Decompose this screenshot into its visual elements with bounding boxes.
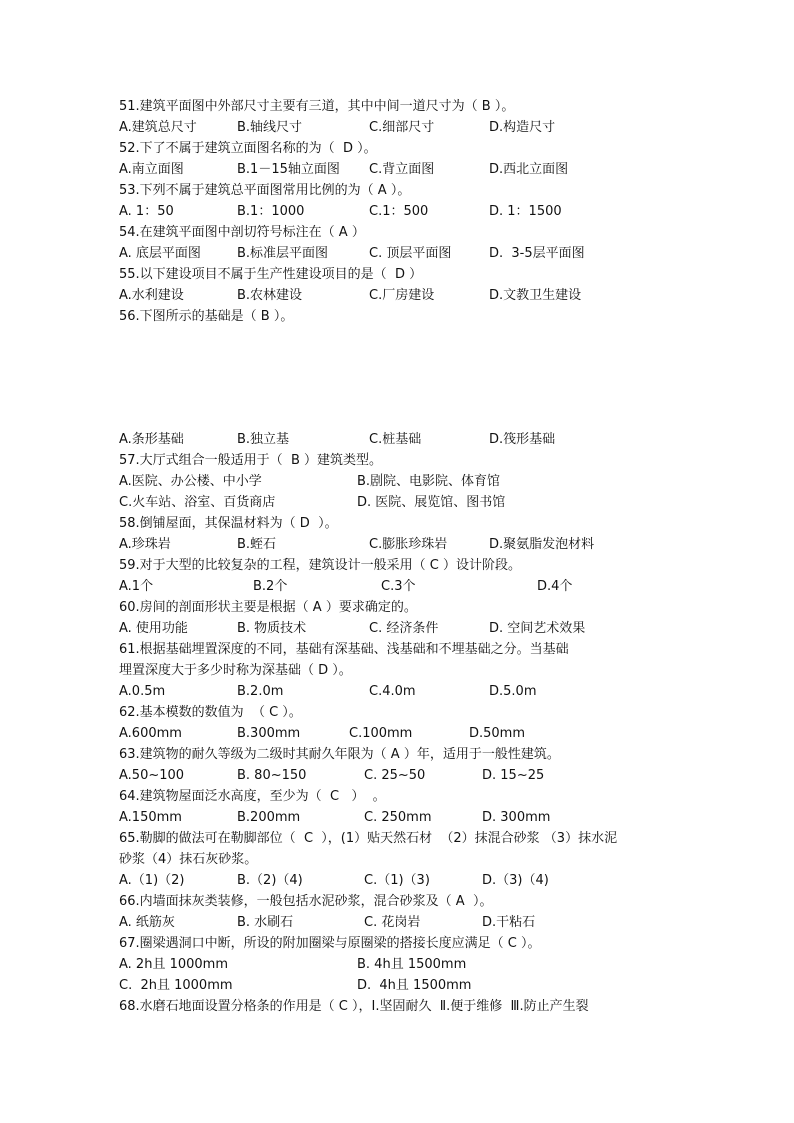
answer-option: C.细部尺寸 (369, 120, 435, 135)
question-line: 埋置深度大于多少时称为深基础（ D ）。 (119, 663, 352, 678)
answer-option: D.筏形基础 (489, 432, 556, 447)
answer-option: A.条形基础 (119, 432, 184, 447)
answer-option: D.构造尺寸 (489, 120, 556, 135)
question-line: 66.内墙面抹灰类装修，一般包括水泥砂浆，混合砂浆及（ A ）。 (119, 894, 493, 909)
answer-option: D.干粘石 (482, 915, 536, 930)
question-line: 61.根据基础埋置深度的不同，基础有深基础、浅基础和不埋基础之分。当基础 (119, 642, 569, 657)
answer-option: D. 医院、展览馆、图书馆 (357, 495, 506, 510)
answer-option: D. 3-5层平面图 (489, 246, 585, 261)
question-line: 68.水磨石地面设置分格条的作用是（ C ），Ⅰ.坚固耐久 Ⅱ.便于维修 Ⅲ.防止产生裂 (119, 999, 589, 1014)
answer-option: B.2个 (253, 579, 288, 594)
answer-option: A. 使用功能 (119, 621, 188, 636)
answer-option: D. 1：1500 (489, 204, 562, 219)
answer-option: D.4个 (537, 579, 573, 594)
answer-option: C. 250mm (364, 810, 432, 825)
question-line: 52.下了不属于建筑立面图名称的为（ D ）。 (119, 141, 377, 156)
answer-option: D.文教卫生建设 (489, 288, 582, 303)
answer-option: A.50~100 (119, 768, 185, 783)
answer-option: B.剧院、电影院、体育馆 (357, 474, 501, 489)
answer-option: D.50mm (469, 726, 526, 741)
question-line: 63.建筑物的耐久等级为二级时其耐久年限为（ A ）年，适用于一般性建筑。 (119, 747, 560, 762)
answer-option: C. 顶层平面图 (369, 246, 452, 261)
answer-option: A.南立面图 (119, 162, 184, 177)
answer-option: B. 80~150 (237, 768, 307, 783)
answer-option: C.100mm (349, 726, 413, 741)
answer-option: C.3个 (381, 579, 416, 594)
question-line: 55.以下建设项目不属于生产性建设项目的是（ D ） (119, 267, 423, 282)
answer-option: A.建筑总尺寸 (119, 120, 197, 135)
question-line: 62.基本模数的数值为 （ C ）。 (119, 705, 302, 720)
answer-option: D.（3)（4) (482, 873, 549, 888)
answer-option: C.1：500 (369, 204, 429, 219)
answer-option: C.4.0m (369, 684, 416, 699)
answer-option: A. 底层平面图 (119, 246, 201, 261)
answer-option: D. 15~25 (482, 768, 545, 783)
answer-option: C.膨胀珍珠岩 (369, 537, 448, 552)
answer-option: A.（1)（2) (119, 873, 185, 888)
answer-option: B.独立基 (237, 432, 290, 447)
answer-option: A.医院、办公楼、中小学 (119, 474, 262, 489)
answer-option: D. 空间艺术效果 (489, 621, 586, 636)
answer-option: A.0.5m (119, 684, 166, 699)
answer-option: D.聚氨脂发泡材料 (489, 537, 595, 552)
answer-option: C. 花岗岩 (364, 915, 421, 930)
answer-option: C. 2h且 1000mm (119, 978, 233, 993)
answer-option: B.蛭石 (237, 537, 277, 552)
question-line: 51.建筑平面图中外部尺寸主要有三道，其中中间一道尺寸为（ B ）。 (119, 99, 515, 114)
answer-option: B.（2)（4) (237, 873, 303, 888)
answer-option: A.150mm (119, 810, 182, 825)
answer-option: B.农林建设 (237, 288, 303, 303)
question-line: 59.对于大型的比较复杂的工程，建筑设计一般采用（ C ）设计阶段。 (119, 558, 522, 573)
question-line: 57.大厅式组合一般适用于（ B ）建筑类型。 (119, 453, 382, 468)
question-line: 60.房间的剖面形状主要是根据（ A ）要求确定的。 (119, 600, 417, 615)
answer-option: B. 4h且 1500mm (357, 957, 467, 972)
answer-option: A.600mm (119, 726, 182, 741)
question-line: 65.勒脚的做法可在勒脚部位（ C ），(1）贴天然石材 （2）抹混合砂浆 （3）抹水泥 (119, 831, 618, 846)
answer-option: D.西北立面图 (489, 162, 569, 177)
answer-option: A. 纸筋灰 (119, 915, 175, 930)
question-line: 58.倒铺屋面，其保温材料为（ D ）。 (119, 516, 338, 531)
answer-option: C. 经济条件 (369, 621, 439, 636)
answer-option: B.2.0m (237, 684, 284, 699)
question-line: 53.下列不属于建筑总平面图常用比例的为（ A ）。 (119, 183, 411, 198)
answer-option: B.标准层平面图 (237, 246, 329, 261)
answer-option: B.1－15轴立面图 (237, 162, 340, 177)
question-line: 54.在建筑平面图中剖切符号标注在（ A ） (119, 225, 365, 240)
answer-option: B.300mm (237, 726, 301, 741)
answer-option: A.1个 (119, 579, 154, 594)
answer-option: B. 物质技术 (237, 621, 307, 636)
answer-option: C.火车站、浴室、百货商店 (119, 495, 276, 510)
answer-option: A. 2h且 1000mm (119, 957, 228, 972)
question-line: 64.建筑物屋面泛水高度，至少为（ C ） 。 (119, 789, 386, 804)
answer-option: B. 水刷石 (237, 915, 294, 930)
answer-option: D.5.0m (489, 684, 537, 699)
answer-option: C.桩基础 (369, 432, 422, 447)
answer-option: D. 300mm (482, 810, 551, 825)
answer-option: C. 25~50 (364, 768, 426, 783)
answer-option: A. 1：50 (119, 204, 174, 219)
answer-option: B.轴线尺寸 (237, 120, 303, 135)
question-line: 砂浆（4）抹石灰砂浆。 (119, 852, 258, 867)
answer-option: A.水利建设 (119, 288, 184, 303)
answer-option: C.（1)（3) (364, 873, 430, 888)
answer-option: D. 4h且 1500mm (357, 978, 472, 993)
question-line: 56.下图所示的基础是（ B ）。 (119, 309, 294, 324)
answer-option: A.珍珠岩 (119, 537, 171, 552)
answer-option: C.厂房建设 (369, 288, 435, 303)
question-line: 67.圈梁遇洞口中断，所设的附加圈梁与原圈梁的搭接长度应满足（ C ）。 (119, 936, 541, 951)
answer-option: B.1：1000 (237, 204, 305, 219)
answer-option: C.背立面图 (369, 162, 435, 177)
answer-option: B.200mm (237, 810, 301, 825)
